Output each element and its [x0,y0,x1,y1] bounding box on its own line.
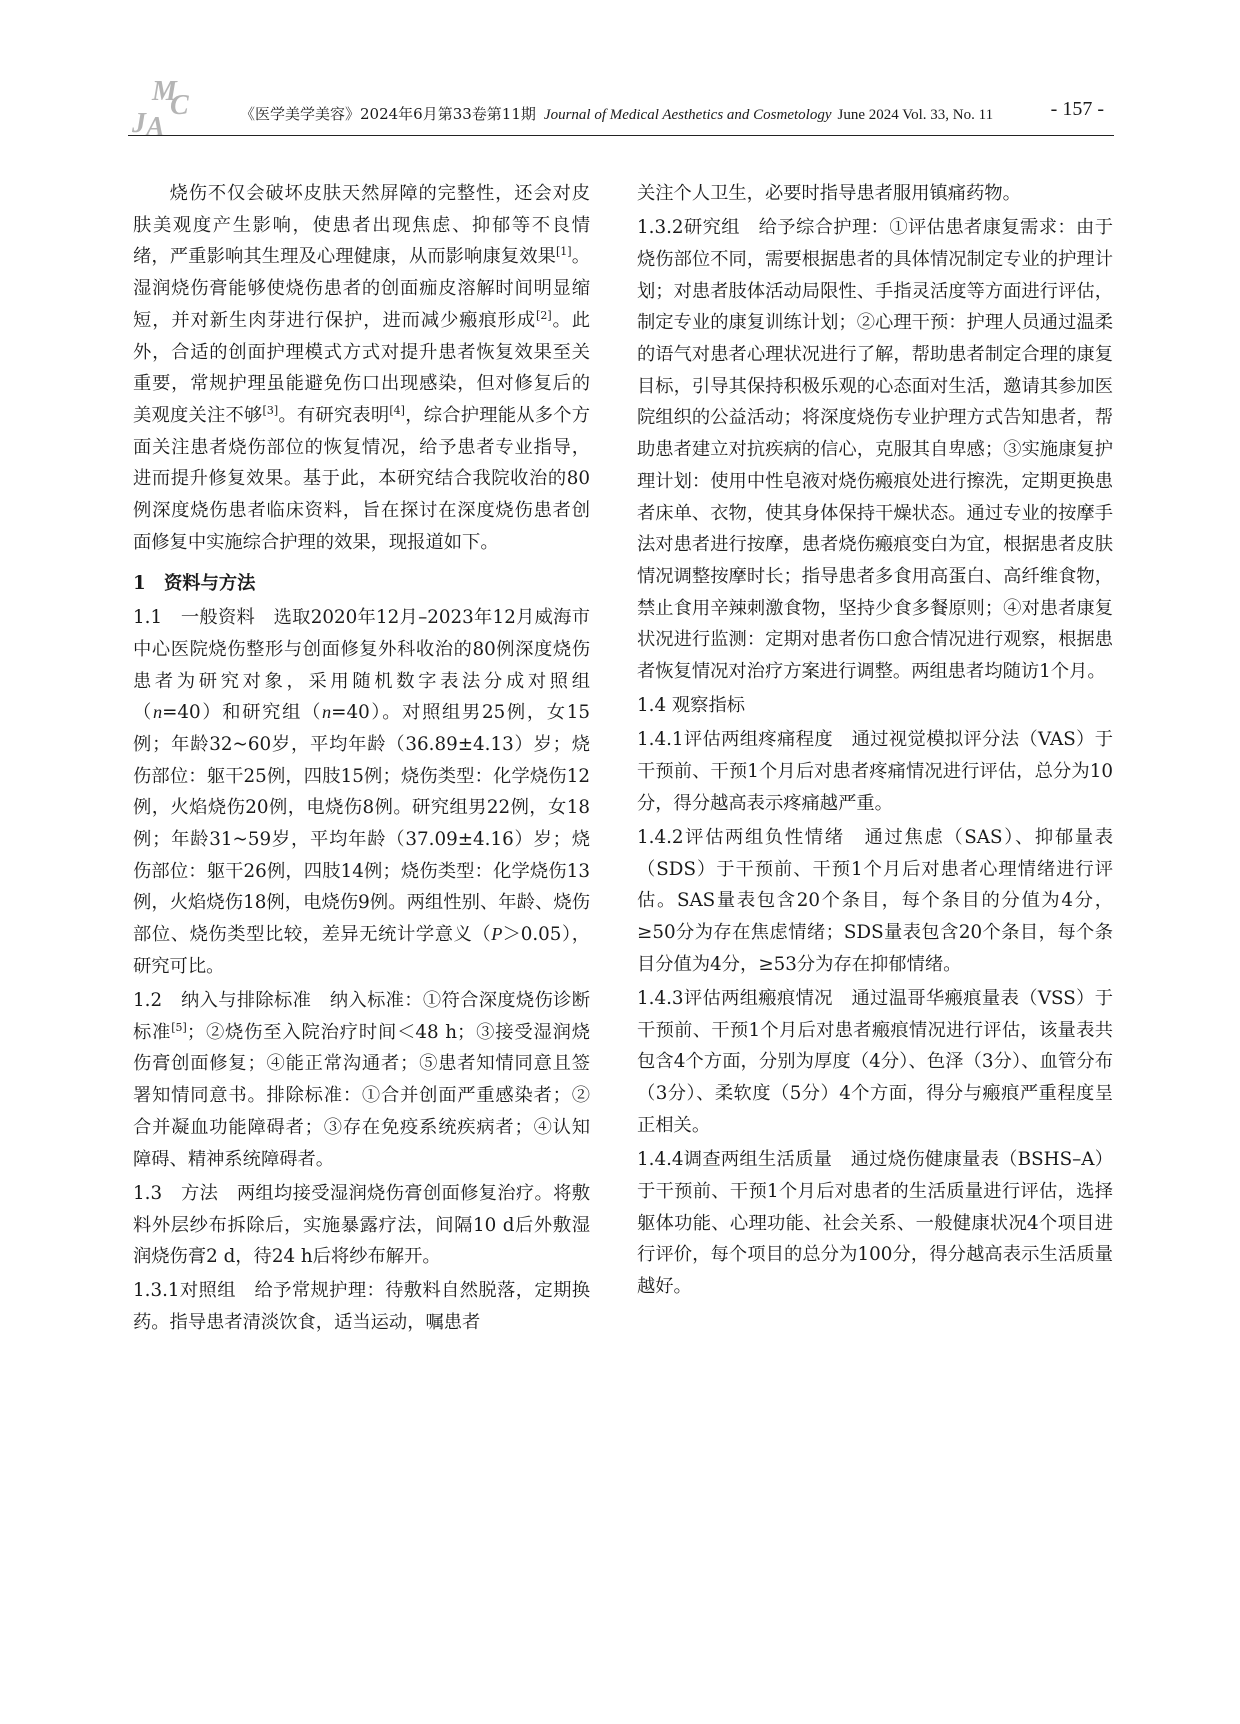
intro-paragraph: 烧伤不仅会破坏皮肤天然屏障的完整性，还会对皮肤美观度产生影响，使患者出现焦虑、抑郁等不良情绪，严重影响其生理及心理健康，从而影响康复效果[1]。湿润烧伤膏能够使烧伤患者的创面痂皮溶解时间明显缩短，并对新生肉芽进行保护，进而减少瘢痕形成[2]。此外，合适的创面护理模式方式对提升患者恢复效果至关重要，常规护理虽能避免伤口出现感染，但对修复后的美观度关注不够[3]。有研究表明[4]，综合护理能从多个方面关注患者烧伤部位的恢复情况，给予患者专业指导，进而提升修复效果。基于此，本研究结合我院收治的80例深度烧伤患者临床资料，旨在探讨在深度烧伤患者创面修复中实施综合护理的效果，现报道如下。 [133,183,591,553]
citation-1: [1] [556,245,572,259]
section-1-2-criteria: 1.2 纳入与排除标准 纳入标准：①符合深度烧伤诊断标准[5]；②烧伤至入院治疗时间＜48 h；③接受湿润烧伤膏创面修复；④能正常沟通者；⑤患者知情同意且签署知情同意书。排除标准：①合并创面严重感染者；②合并凝血功能障碍者；③存在免疫系统疾病者；④认知障碍、精神系统障碍者。 [133,990,591,1170]
section-1-3-1-control-group: 1.3.1对照组 给予常规护理：待敷料自然脱落，定期换药。指导患者清淡饮食，适当运动，嘱患者 [133,1280,591,1334]
logo-letter-j: J [132,108,146,139]
header-divider [128,135,1114,136]
section-1-3-methods: 1.3 方法 两组均接受湿润烧伤膏创面修复治疗。将敷料外层纱布拆除后，实施暴露疗法，间隔10 d后外敷湿润烧伤膏2 d，待24 h后将纱布解开。 [133,1182,591,1268]
section-1-4-observation-indicators: 1.4 观察指标 [637,695,746,717]
section-1-4-3-scar: 1.4.3评估两组瘢痕情况 通过温哥华瘢痕量表（VSS）于干预前、干预1个月后对患者瘢痕情况进行评估，该量表共包含4个方面，分别为厚度（4分）、色泽（3分）、血管分布（3分）、柔软度（5分）4个方面，得分与瘢痕严重程度呈正相关。 [637,988,1114,1136]
journal-title-en: Journal of Medical Aesthetics and Cosmetology [543,107,832,123]
subsection-heading: 1.3.2研究组 [637,217,740,239]
logo-letter-m: M [152,76,177,107]
subsection-heading: 1.4.3评估两组瘢痕情况 [637,988,833,1010]
logo-letter-c: C [170,90,189,121]
journal-logo [128,76,198,143]
section-1-4-1-pain: 1.4.1评估两组疼痛程度 通过视觉模拟评分法（VAS）于干预前、干预1个月后对患者疼痛情况进行评估，总分为10分，得分越高表示疼痛越严重。 [637,729,1114,814]
subsection-heading: 1.1 一般资料 [133,607,256,629]
continued-paragraph: 关注个人卫生，必要时指导患者服用镇痛药物。 [637,183,1021,204]
subsection-heading: 1.3 方法 [133,1182,219,1204]
citation-4: [4] [389,403,405,417]
subsection-heading: 1.4.1评估两组疼痛程度 [637,729,833,751]
subsection-heading: 1.4.4调查两组生活质量 [637,1149,833,1171]
subsection-heading: 1.2 纳入与排除标准 [133,990,312,1012]
subsection-heading: 1.4.2评估两组负性情绪 [637,827,845,849]
page-number: - 157 - [1050,98,1104,120]
issue-info-en: June 2024 Vol. 33, No. 11 [837,107,994,123]
left-column [133,178,590,1341]
logo-letter-a: A [146,112,165,143]
section-heading-materials-methods: 1 资料与方法 [133,573,256,595]
journal-title-cn: 《医学美学美容》2024年6月第33卷第11期 [240,105,536,123]
subsection-heading: 1.3.1对照组 [133,1280,236,1302]
section-1-4-2-negative-emotion: 1.4.2评估两组负性情绪 通过焦虑（SAS）、抑郁量表（SDS）于干预前、干预1个月后对患者心理情绪进行评估。SAS量表包含20个条目，每个条目的分值为4分，≥50分为存在焦虑情绪；SDS量表包含20个条目，每个条目分值为4分，≥53分为存在抑郁情绪。 [637,827,1114,975]
citation-2: [2] [536,308,552,322]
citation-5: [5] [171,1020,187,1034]
citation-3: [3] [262,403,279,417]
section-1-4-4-quality-of-life: 1.4.4调查两组生活质量 通过烧伤健康量表（BSHS–A）于干预前、干预1个月后对患者的生活质量进行评估，选择躯体功能、心理功能、社会关系、一般健康状况4个项目进行评价，每个项目的总分为100分，得分越高表示生活质量越好。 [637,1149,1113,1297]
section-1-3-2-study-group: 1.3.2研究组 给予综合护理：①评估患者康复需求：由于烧伤部位不同，需要根据患者的具体情况制定专业的护理计划；对患者肢体活动局限性、手指灵活度等方面进行评估，制定专业的康复训练计划；②心理干预：护理人员通过温柔的语气对患者心理状况进行了解，帮助患者制定合理的康复目标，引导其保持积极乐观的心态面对生活，邀请其参加医院组织的公益活动；将深度烧伤专业护理方式告知患者，帮助患者建立对抗疾病的信心，克服其自卑感；③实施康复护理计划：使用中性皂液对烧伤瘢痕处进行擦洗，定期更换患者床单、衣物，使其身体保持干燥状态。通过专业的按摩手法对患者进行按摩，患者烧伤瘢痕变白为宜，根据患者皮肤情况调整按摩时长；指导患者多食用高蛋白、高纤维食物，禁止食用辛辣刺激食物，坚持少食多餐原则；④对患者康复状况进行监测：定期对患者伤口愈合情况进行观察，根据患者恢复情况对治疗方案进行调整。两组患者均随访1个月。 [637,217,1114,683]
right-column [637,178,1113,1305]
running-header [240,103,993,124]
section-1-1-general-data: 1.1 一般资料 选取2020年12月–2023年12月威海市中心医院烧伤整形与创面修复外科收治的80例深度烧伤患者为研究对象，采用随机数字表法分成对照组（n=40）和研究组（n=40）。对照组男25例，女15例；年龄32~60岁，平均年龄（36.89±4.13）岁；烧伤部位：躯干25例，四肢15例；烧伤类型：化学烧伤12例，火焰烧伤20例，电烧伤8例。研究组男22例，女18例；年龄31~59岁，平均年龄（37.09±4.16）岁；烧伤部位：躯干26例，四肢14例；烧伤类型：化学烧伤13例，火焰烧伤18例，电烧伤9例。两组性别、年龄、烧伤部位、烧伤类型比较，差异无统计学意义（P＞0.05），研究可比。 [133,607,591,977]
